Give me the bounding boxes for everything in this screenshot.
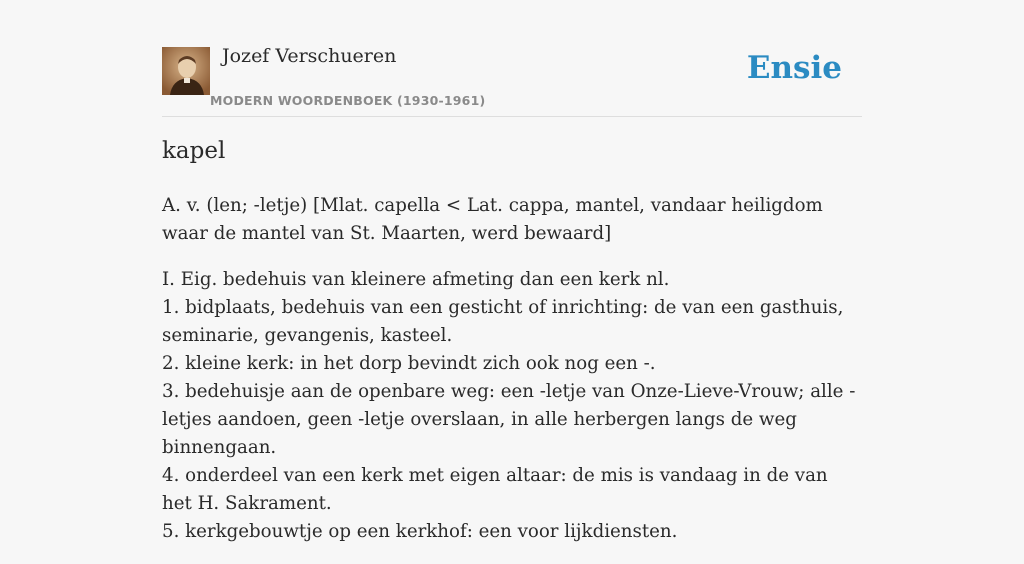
sense-item: 5. kerkgebouwtje op een kerkhof: een voor lijkdiensten. [162, 521, 678, 542]
sense-item: 2. kleine kerk: in het dorp bevindt zich ook nog een -. [162, 353, 656, 374]
etymology: A. v. (len; -letje) [Mlat. capella < Lat. cappa, mantel, vandaar heiligdom waar de mantel van St. Maarten, werd bewaard] [162, 195, 823, 244]
sense-item: 4. onderdeel van een kerk met eigen altaar: de mis is vandaag in de van het H. Sakrament. [162, 465, 828, 514]
author-avatar[interactable] [162, 47, 210, 95]
sense-item: I. Eig. bedehuis van kleinere afmeting dan een kerk nl. [162, 269, 670, 290]
site-logo[interactable]: Ensie [746, 50, 842, 86]
author-portrait-icon [162, 47, 210, 95]
sense-item: 3. bedehuisje aan de openbare weg: een -letje van Onze-Lieve-Vrouw; alle -letjes aandoen, geen -letje overslaan, in alle herbergen langs de weg binnengaan. [162, 381, 856, 458]
author-name[interactable]: Jozef Verschueren [222, 45, 397, 67]
entry-header [162, 40, 862, 117]
entry-body [162, 192, 862, 564]
headword: kapel [162, 138, 226, 164]
senses-list [162, 266, 862, 546]
sense-item: 1. bidplaats, bedehuis van een gesticht of inrichting: de van een gasthuis, seminarie, gevangenis, kasteel. [162, 297, 844, 346]
source-title[interactable]: MODERN WOORDENBOEK (1930-1961) [210, 93, 486, 108]
